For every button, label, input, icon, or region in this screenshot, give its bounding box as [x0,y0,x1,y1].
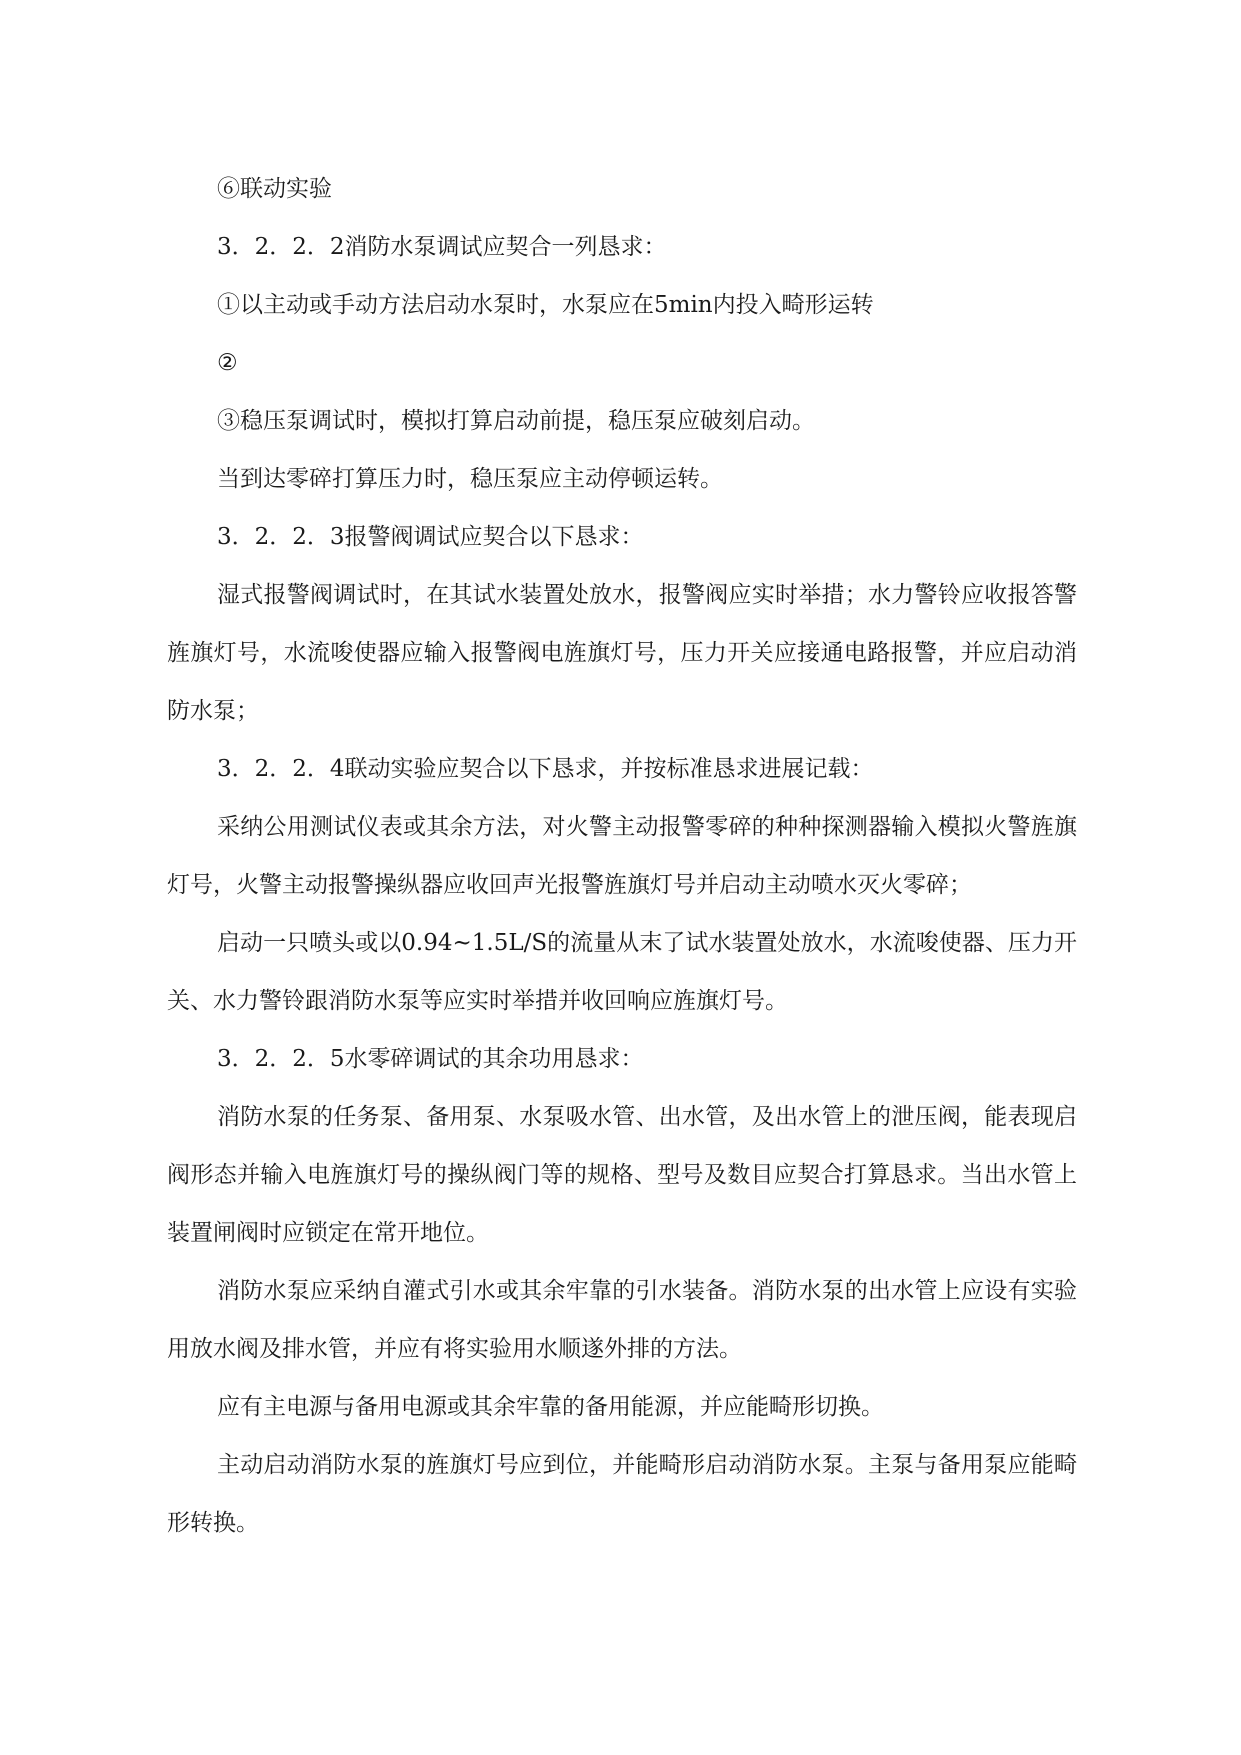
paragraph-3-2-2-5-heading: 3．2．2．5水零碎调试的其余功用恳求： [217,1046,644,1072]
paragraph-self-priming: 消防水泵应采纳自灌式引水或其余牢靠的引水装备。消防水泵的出水管上应设有实验用放水阀及排水管，并应有将实验用水顺遂外排的方法。 [167,1278,1077,1362]
paragraph-pump-specs: 消防水泵的任务泵、备用泵、水泵吸水管、出水管，及出水管上的泄压阀，能表现启阀形态并输入电旌旗灯号的操纵阀门等的规格、型号及数目应契合打算恳求。当出水管上装置闸阀时应锁定在常开地位。 [167,1104,1077,1246]
paragraph-3-2-2-2-heading: 3．2．2．2消防水泵调试应契合一列恳求： [217,234,667,260]
paragraph-item-2: ② [217,350,238,376]
paragraph-item-1: ①以主动或手动方法启动水泵时，水泵应在5min内投入畸形运转 [217,292,874,318]
paragraph-power-source: 应有主电源与备用电源或其余牢靠的备用能源，并应能畸形切换。 [217,1394,884,1420]
paragraph-auto-start: 主动启动消防水泵的旌旗灯号应到位，并能畸形启动消防水泵。主泵与备用泵应能畸形转换。 [167,1452,1077,1536]
document-body [167,160,1077,1552]
paragraph-item-3: ③稳压泵调试时，模拟打算启动前提，稳压泵应破刻启动。 [217,408,815,434]
paragraph-linkage-test: ⑥联动实验 [217,176,332,202]
paragraph-3-2-2-3-heading: 3．2．2．3报警阀调试应契合以下恳求： [217,524,644,550]
paragraph-stop-pressure: 当到达零碎打算压力时，稳压泵应主动停顿运转。 [217,466,723,492]
paragraph-detector-test: 采纳公用测试仪表或其余方法，对火警主动报警零碎的种种探测器输入模拟火警旌旗灯号，火警主动报警操纵器应收回声光报警旌旗灯号并启动主动喷水灭火零碎； [167,814,1077,898]
paragraph-alarm-valve: 湿式报警阀调试时，在其试水装置处放水，报警阀应实时举措；水力警铃应收报答警旌旗灯号，水流唆使器应输入报警阀电旌旗灯号，压力开关应接通电路报警，并应启动消防水泵； [167,582,1077,724]
paragraph-sprinkler-test: 启动一只喷头或以0.94~1.5L/S的流量从末了试水装置处放水，水流唆使器、压力开关、水力警铃跟消防水泵等应实时举措并收回响应旌旗灯号。 [167,930,1077,1014]
paragraph-3-2-2-4-heading: 3．2．2．4联动实验应契合以下恳求，并按标准恳求进展记载： [217,756,874,782]
